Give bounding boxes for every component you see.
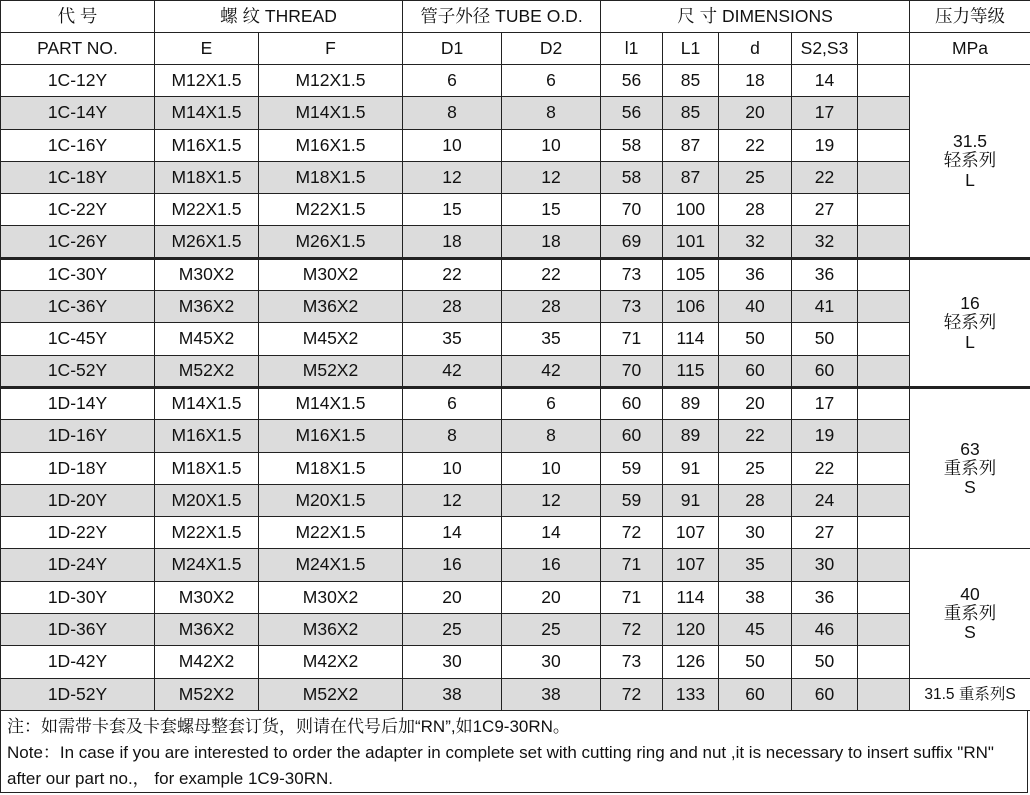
table-cell: M14X1.5 <box>259 387 403 419</box>
header-pressure-cn: 压力等级 <box>910 1 1030 33</box>
pressure-value: 31.5 <box>952 131 988 152</box>
table-cell-blank <box>858 161 910 193</box>
table-cell: 107 <box>663 517 719 549</box>
table-cell: 16 <box>403 549 502 581</box>
table-row <box>1 614 1030 646</box>
table-cell: 60 <box>719 678 792 710</box>
table-cell: 18 <box>502 226 601 258</box>
table-cell: 36 <box>792 258 858 290</box>
table-cell: 1C-16Y <box>1 129 155 161</box>
header-part-no-en: PART NO. <box>1 33 155 65</box>
header-col-e: E <box>155 33 259 65</box>
table-cell: 133 <box>663 678 719 710</box>
table-cell: 1C-45Y <box>1 323 155 355</box>
table-cell: 1D-18Y <box>1 452 155 484</box>
table-cell: 126 <box>663 646 719 678</box>
table-cell: 30 <box>403 646 502 678</box>
table-cell: 15 <box>403 194 502 226</box>
table-cell: 18 <box>719 65 792 97</box>
table-cell: M36X2 <box>259 614 403 646</box>
table-cell: 22 <box>792 452 858 484</box>
table-cell: 69 <box>601 226 663 258</box>
table-cell: 10 <box>502 129 601 161</box>
table-cell: 1D-42Y <box>1 646 155 678</box>
table-cell-blank <box>858 678 910 710</box>
table-cell: M12X1.5 <box>155 65 259 97</box>
table-cell-blank <box>858 581 910 613</box>
table-cell: 28 <box>403 291 502 323</box>
table-cell: 35 <box>502 323 601 355</box>
table-cell: 22 <box>719 420 792 452</box>
table-cell: 85 <box>663 97 719 129</box>
table-cell: M16X1.5 <box>259 420 403 452</box>
header-col-d: d <box>719 33 792 65</box>
table-cell: 12 <box>403 161 502 193</box>
spec-table-body <box>1 65 1030 711</box>
table-cell-blank <box>858 387 910 419</box>
table-cell-blank <box>858 97 910 129</box>
table-cell: 22 <box>502 258 601 290</box>
table-cell: 89 <box>663 420 719 452</box>
table-cell: 71 <box>601 323 663 355</box>
pressure-series: 重系列 <box>943 458 997 479</box>
table-cell: 40 <box>719 291 792 323</box>
table-cell: 20 <box>719 387 792 419</box>
table-cell: M24X1.5 <box>155 549 259 581</box>
header-tube-od: 管子外径 TUBE O.D. <box>403 1 601 33</box>
table-cell: 20 <box>719 97 792 129</box>
table-cell: M22X1.5 <box>155 517 259 549</box>
table-cell: 30 <box>502 646 601 678</box>
table-cell: 36 <box>719 258 792 290</box>
table-cell: 17 <box>792 97 858 129</box>
table-cell: 106 <box>663 291 719 323</box>
pressure-value: 63 <box>960 438 980 459</box>
table-cell: M22X1.5 <box>259 517 403 549</box>
table-cell: 60 <box>719 355 792 387</box>
pressure-value: 16 <box>960 293 980 313</box>
table-cell-blank <box>858 65 910 97</box>
table-cell: 25 <box>719 452 792 484</box>
table-cell: 20 <box>502 581 601 613</box>
table-cell: M14X1.5 <box>259 97 403 129</box>
table-cell: 1D-30Y <box>1 581 155 613</box>
table-cell-blank <box>858 226 910 258</box>
table-cell: M20X1.5 <box>155 484 259 516</box>
table-cell: 120 <box>663 614 719 646</box>
table-cell: 59 <box>601 484 663 516</box>
table-cell: M14X1.5 <box>155 97 259 129</box>
table-cell: 22 <box>403 258 502 290</box>
table-cell: M26X1.5 <box>259 226 403 258</box>
table-cell: 1C-12Y <box>1 65 155 97</box>
table-cell: M12X1.5 <box>259 65 403 97</box>
table-row <box>1 387 1030 419</box>
header-part-no-cn: 代 号 <box>1 1 155 33</box>
table-cell: 85 <box>663 65 719 97</box>
table-row <box>1 65 1030 97</box>
table-cell: M42X2 <box>259 646 403 678</box>
table-cell: 18 <box>403 226 502 258</box>
table-row <box>1 258 1030 290</box>
table-row <box>1 678 1030 710</box>
table-cell: 60 <box>792 678 858 710</box>
table-cell: M18X1.5 <box>259 161 403 193</box>
table-row <box>1 161 1030 193</box>
table-cell: M52X2 <box>259 355 403 387</box>
pressure-rating-cell <box>910 678 1030 710</box>
header-col-d2: D2 <box>502 33 601 65</box>
table-cell: 25 <box>403 614 502 646</box>
table-cell: 27 <box>792 517 858 549</box>
table-cell: 1C-30Y <box>1 258 155 290</box>
table-cell: 50 <box>792 646 858 678</box>
table-cell-blank <box>858 484 910 516</box>
table-cell: M36X2 <box>259 291 403 323</box>
table-row <box>1 355 1030 387</box>
table-cell: M36X2 <box>155 291 259 323</box>
header-pressure-unit: MPa <box>910 33 1030 65</box>
table-cell: 1D-52Y <box>1 678 155 710</box>
table-cell: M45X2 <box>155 323 259 355</box>
table-cell: M52X2 <box>155 355 259 387</box>
table-cell: 60 <box>792 355 858 387</box>
table-cell: 14 <box>403 517 502 549</box>
table-cell: 72 <box>601 517 663 549</box>
table-cell-blank <box>858 291 910 323</box>
table-cell: 32 <box>719 226 792 258</box>
table-cell: 114 <box>663 581 719 613</box>
table-cell: 1D-22Y <box>1 517 155 549</box>
table-cell: 12 <box>502 161 601 193</box>
table-cell-blank <box>858 355 910 387</box>
note-english: Note：In case if you are interested to order the adapter in complete set with cutting ring and nut ,it is necessary to insert suffix "RN" after our part no.， for example 1C9-30RN. <box>7 743 994 788</box>
table-cell: M30X2 <box>259 581 403 613</box>
table-cell: M42X2 <box>155 646 259 678</box>
table-cell: M22X1.5 <box>259 194 403 226</box>
table-cell: 14 <box>502 517 601 549</box>
table-cell: 71 <box>601 549 663 581</box>
header-col-l1-small: l1 <box>601 33 663 65</box>
table-cell: M26X1.5 <box>155 226 259 258</box>
table-cell: 73 <box>601 291 663 323</box>
table-cell: 28 <box>719 484 792 516</box>
table-cell: 20 <box>403 581 502 613</box>
table-cell: 60 <box>601 420 663 452</box>
table-cell: 38 <box>403 678 502 710</box>
table-cell: 70 <box>601 194 663 226</box>
table-cell-blank <box>858 549 910 581</box>
header-col-f: F <box>259 33 403 65</box>
table-row <box>1 484 1030 516</box>
table-cell: M52X2 <box>259 678 403 710</box>
table-cell: 91 <box>663 452 719 484</box>
table-cell: 107 <box>663 549 719 581</box>
pressure-letter: S <box>964 477 976 498</box>
table-cell-blank <box>858 517 910 549</box>
pressure-rating-cell <box>910 258 1030 387</box>
table-row <box>1 194 1030 226</box>
table-cell: 87 <box>663 129 719 161</box>
table-cell: M16X1.5 <box>259 129 403 161</box>
table-cell: 100 <box>663 194 719 226</box>
table-cell: 56 <box>601 65 663 97</box>
table-cell: 22 <box>719 129 792 161</box>
table-cell: 50 <box>719 646 792 678</box>
table-cell: 35 <box>403 323 502 355</box>
table-cell-blank <box>858 258 910 290</box>
table-cell: 1C-22Y <box>1 194 155 226</box>
table-cell: 91 <box>663 484 719 516</box>
table-cell: 73 <box>601 646 663 678</box>
table-cell: 38 <box>719 581 792 613</box>
table-cell: 1C-36Y <box>1 291 155 323</box>
table-cell: 24 <box>792 484 858 516</box>
table-cell: 1D-24Y <box>1 549 155 581</box>
table-cell-blank <box>858 646 910 678</box>
table-cell: 1D-16Y <box>1 420 155 452</box>
table-cell: 45 <box>719 614 792 646</box>
pressure-letter: L <box>965 169 975 190</box>
table-row <box>1 323 1030 355</box>
table-cell: 16 <box>502 549 601 581</box>
table-cell: M18X1.5 <box>155 452 259 484</box>
table-cell: M16X1.5 <box>155 420 259 452</box>
pressure-series: 轻系列 <box>943 150 997 171</box>
table-cell: 38 <box>502 678 601 710</box>
notes-panel <box>0 710 1028 793</box>
table-cell: M14X1.5 <box>155 387 259 419</box>
table-cell: 28 <box>502 291 601 323</box>
table-row <box>1 581 1030 613</box>
table-cell: 25 <box>719 161 792 193</box>
table-row <box>1 226 1030 258</box>
header-col-blank <box>858 33 910 65</box>
table-cell: M24X1.5 <box>259 549 403 581</box>
pressure-rating-cell <box>910 65 1030 259</box>
table-cell: 10 <box>403 129 502 161</box>
table-cell: 15 <box>502 194 601 226</box>
table-cell: 6 <box>403 65 502 97</box>
table-row <box>1 291 1030 323</box>
table-cell: M45X2 <box>259 323 403 355</box>
table-cell: M36X2 <box>155 614 259 646</box>
table-cell: 59 <box>601 452 663 484</box>
table-row <box>1 549 1030 581</box>
table-cell: 27 <box>792 194 858 226</box>
header-col-d1: D1 <box>403 33 502 65</box>
header-row-2 <box>1 33 1030 65</box>
header-thread: 螺 纹 THREAD <box>155 1 403 33</box>
table-cell: 89 <box>663 387 719 419</box>
table-cell: M30X2 <box>155 581 259 613</box>
table-cell: 71 <box>601 581 663 613</box>
table-cell: 73 <box>601 258 663 290</box>
table-row <box>1 129 1030 161</box>
note-chinese: 注：如需带卡套及卡套螺母整套订货，则请在代号后加“RN”,如1C9-30RN。 <box>7 717 570 736</box>
table-cell: M30X2 <box>155 258 259 290</box>
table-row <box>1 517 1030 549</box>
table-cell: M30X2 <box>259 258 403 290</box>
table-row <box>1 97 1030 129</box>
table-cell: 17 <box>792 387 858 419</box>
table-cell-blank <box>858 452 910 484</box>
table-cell: 10 <box>502 452 601 484</box>
header-dimensions: 尺 寸 DIMENSIONS <box>601 1 910 33</box>
table-cell: 1C-14Y <box>1 97 155 129</box>
pressure-letter: L <box>965 331 975 352</box>
table-cell: 19 <box>792 129 858 161</box>
pressure-rating-cell <box>910 549 1030 678</box>
table-cell-blank <box>858 129 910 161</box>
table-cell: 22 <box>792 161 858 193</box>
table-cell: 6 <box>502 65 601 97</box>
table-cell: 72 <box>601 678 663 710</box>
table-cell: M16X1.5 <box>155 129 259 161</box>
table-cell: 14 <box>792 65 858 97</box>
table-cell: 1C-18Y <box>1 161 155 193</box>
table-cell-blank <box>858 420 910 452</box>
table-cell: 6 <box>403 387 502 419</box>
table-cell: 50 <box>792 323 858 355</box>
pressure-series: 轻系列 <box>943 312 997 333</box>
table-cell: 87 <box>663 161 719 193</box>
table-cell: 8 <box>403 97 502 129</box>
table-cell: 72 <box>601 614 663 646</box>
table-cell-blank <box>858 323 910 355</box>
table-cell: 25 <box>502 614 601 646</box>
header-col-s2s3: S2,S3 <box>792 33 858 65</box>
table-cell: 114 <box>663 323 719 355</box>
table-cell: 60 <box>601 387 663 419</box>
table-cell: 1D-36Y <box>1 614 155 646</box>
table-cell: 1D-20Y <box>1 484 155 516</box>
pressure-label: 31.5 重系列S <box>924 685 1016 703</box>
table-cell-blank <box>858 194 910 226</box>
pressure-value: 40 <box>960 583 980 604</box>
pressure-rating-cell <box>910 387 1030 548</box>
table-cell: 28 <box>719 194 792 226</box>
table-cell: 101 <box>663 226 719 258</box>
table-row <box>1 452 1030 484</box>
header-col-l1: L1 <box>663 33 719 65</box>
table-cell: M18X1.5 <box>259 452 403 484</box>
pressure-series: 重系列 <box>943 602 997 623</box>
table-cell: M18X1.5 <box>155 161 259 193</box>
table-cell: M52X2 <box>155 678 259 710</box>
table-cell: 115 <box>663 355 719 387</box>
table-cell: 1D-14Y <box>1 387 155 419</box>
table-cell: 30 <box>792 549 858 581</box>
table-cell: 8 <box>502 97 601 129</box>
table-cell: 35 <box>719 549 792 581</box>
table-cell: 46 <box>792 614 858 646</box>
table-cell: 42 <box>502 355 601 387</box>
table-cell-blank <box>858 614 910 646</box>
table-cell: 6 <box>502 387 601 419</box>
table-cell: M20X1.5 <box>259 484 403 516</box>
table-row <box>1 420 1030 452</box>
table-cell: 42 <box>403 355 502 387</box>
table-cell: 32 <box>792 226 858 258</box>
table-cell: 8 <box>403 420 502 452</box>
table-cell: 50 <box>719 323 792 355</box>
table-cell: 105 <box>663 258 719 290</box>
header-row-1 <box>1 1 1030 33</box>
table-cell: 12 <box>502 484 601 516</box>
table-cell: 1C-52Y <box>1 355 155 387</box>
table-cell: 12 <box>403 484 502 516</box>
table-cell: 1C-26Y <box>1 226 155 258</box>
table-cell: 70 <box>601 355 663 387</box>
table-row <box>1 646 1030 678</box>
table-cell: M22X1.5 <box>155 194 259 226</box>
table-cell: 58 <box>601 129 663 161</box>
table-cell: 41 <box>792 291 858 323</box>
table-cell: 10 <box>403 452 502 484</box>
table-cell: 8 <box>502 420 601 452</box>
table-cell: 56 <box>601 97 663 129</box>
table-cell: 58 <box>601 161 663 193</box>
table-cell: 19 <box>792 420 858 452</box>
table-cell: 30 <box>719 517 792 549</box>
table-cell: 36 <box>792 581 858 613</box>
pressure-letter: S <box>964 622 976 643</box>
